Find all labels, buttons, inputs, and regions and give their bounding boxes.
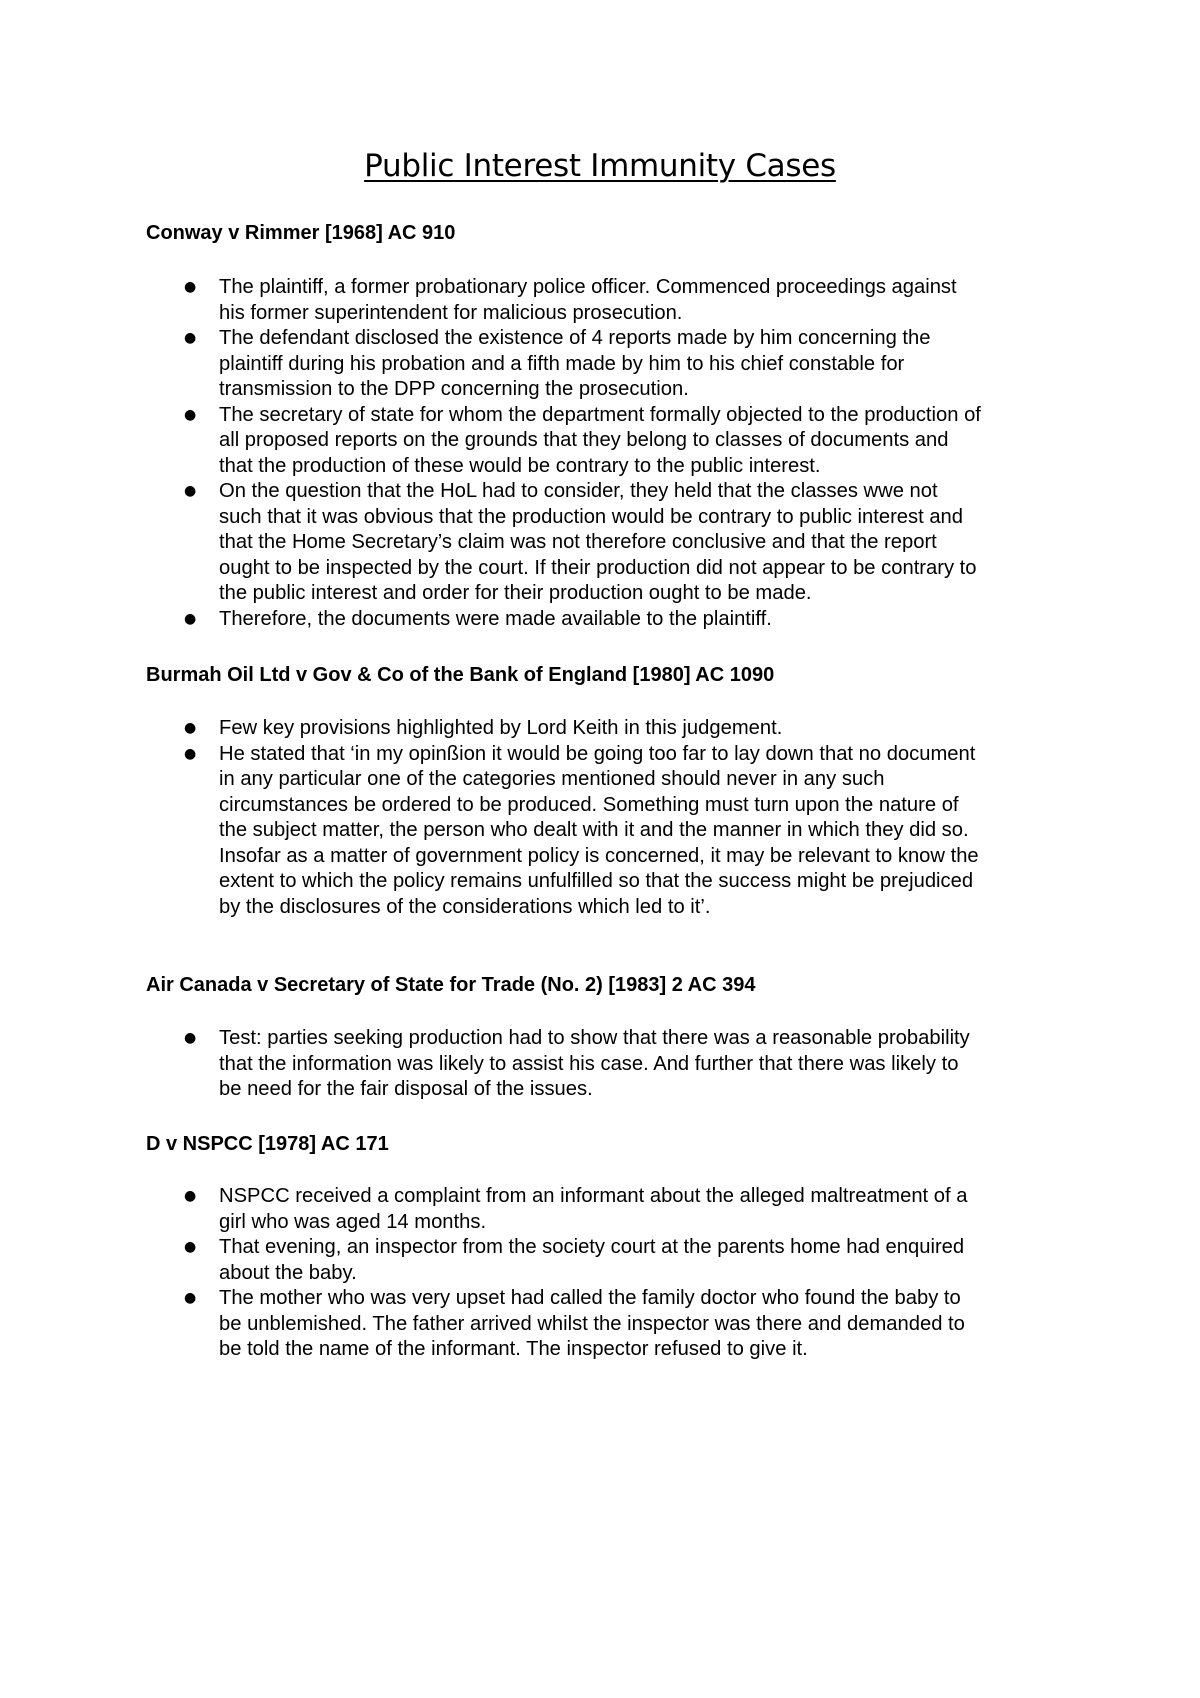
text-line: The plaintiff, a former probationary police officer. Commenced proceedings against: [219, 276, 957, 298]
case-bullets-d-v-nspcc: [0, 1184, 1200, 1363]
text-line: be need for the fair disposal of the issues.: [219, 1078, 593, 1100]
page-title: Public Interest Immunity Cases: [364, 148, 836, 184]
list-item: [0, 479, 1079, 607]
text-line: such that it was obvious that the production would be contrary to public interest and: [219, 505, 964, 528]
bullet-icon: ●: [184, 330, 197, 346]
text-line: He stated that ‘in my opinßion it would be going too far to lay down that no document: [219, 742, 976, 765]
list-item: [0, 326, 1079, 403]
text-line: be unblemished. The father arrived whilst the inspector was there and demanded to: [219, 1312, 965, 1335]
list-item: [0, 607, 1079, 633]
text-line: Few key provisions highlighted by Lord Keith in this judgement.: [219, 717, 783, 739]
case-heading-conway-v-rimmer: Conway v Rimmer [1968] AC 910: [146, 222, 456, 244]
list-item: [0, 716, 1079, 742]
text-line: Insofar as a matter of government policy is concerned, it may be relevant to know the: [219, 844, 979, 867]
text-line: about the baby.: [219, 1261, 357, 1284]
list-item: [0, 1286, 1079, 1363]
text-line: in any particular one of the categories mentioned should never in any such: [219, 768, 885, 790]
bullet-icon: ●: [184, 279, 197, 295]
bullet-icon: ●: [184, 610, 197, 627]
case-heading-d-v-nspcc: D v NSPCC [1978] AC 171: [146, 1133, 389, 1155]
bullet-icon: ●: [184, 1290, 197, 1306]
text-line: ought to be inspected by the court. If their production did not appear to be contrary to: [219, 556, 977, 579]
text-line: circumstances be ordered to be produced. Something must turn upon the nature of: [219, 793, 959, 816]
text-line: NSPCC received a complaint from an informant about the alleged maltreatment of a: [219, 1185, 968, 1207]
text-line: The mother who was very upset had called the family doctor who found the baby to: [219, 1287, 961, 1309]
list-item: [0, 403, 1079, 480]
case-bullets-air-canada: [0, 1026, 1200, 1103]
bullet-icon: ●: [184, 1239, 197, 1255]
text-line: extent to which the policy remains unfulfilled so that the success might be prejudiced: [219, 870, 974, 892]
text-line: The defendant disclosed the existence of 4 reports made by him concerning the: [219, 327, 931, 349]
text-line: that the information was likely to assist his case. And further that there was likely to: [219, 1052, 959, 1075]
bullet-icon: ●: [184, 1188, 197, 1204]
text-line: that the production of these would be contrary to the public interest.: [219, 454, 821, 477]
text-line: The secretary of state for whom the department formally objected to the production of: [219, 403, 981, 426]
list-item: [0, 742, 1079, 921]
text-line: the public interest and order for their production ought to be made.: [219, 582, 812, 604]
text-line: the subject matter, the person who dealt with it and the manner in which they did so.: [219, 819, 969, 841]
text-line: On the question that the HoL had to consider, they held that the classes wwe not: [219, 480, 938, 502]
text-line: Therefore, the documents were made available to the plaintiff.: [219, 607, 772, 630]
list-item: [0, 1235, 1079, 1286]
list-item: [0, 1184, 1079, 1235]
text-line: by the disclosures of the considerations which led to it’.: [219, 895, 711, 918]
case-bullets-conway-v-rimmer: [0, 275, 1200, 632]
text-line: transmission to the DPP concerning the prosecution.: [219, 378, 689, 400]
text-line: that the Home Secretary’s claim was not therefore conclusive and that the report: [219, 531, 937, 553]
bullet-icon: ●: [184, 745, 197, 762]
text-line: girl who was aged 14 months.: [219, 1210, 487, 1233]
text-line: plaintiff during his probation and a fifth made by him to his chief constable for: [219, 352, 905, 375]
list-item: [0, 275, 1079, 326]
text-line: his former superintendent for malicious prosecution.: [219, 301, 683, 324]
text-line: all proposed reports on the grounds that they belong to classes of documents and: [219, 429, 949, 451]
case-bullets-burmah-oil: [0, 716, 1200, 920]
text-line: Test: parties seeking production had to show that there was a reasonable probability: [219, 1027, 970, 1049]
bullet-icon: ●: [184, 406, 197, 423]
case-heading-air-canada: Air Canada v Secretary of State for Trade (No. 2) [1983] 2 AC 394: [146, 974, 756, 996]
bullet-icon: ●: [184, 1030, 197, 1046]
list-item: [0, 1026, 1079, 1103]
bullet-icon: ●: [184, 483, 197, 499]
bullet-icon: ●: [184, 720, 197, 736]
case-heading-burmah-oil: Burmah Oil Ltd v Gov & Co of the Bank of England [1980] AC 1090: [146, 664, 775, 686]
text-line: be told the name of the informant. The inspector refused to give it.: [219, 1338, 808, 1360]
text-line: That evening, an inspector from the society court at the parents home had enquired: [219, 1236, 965, 1258]
